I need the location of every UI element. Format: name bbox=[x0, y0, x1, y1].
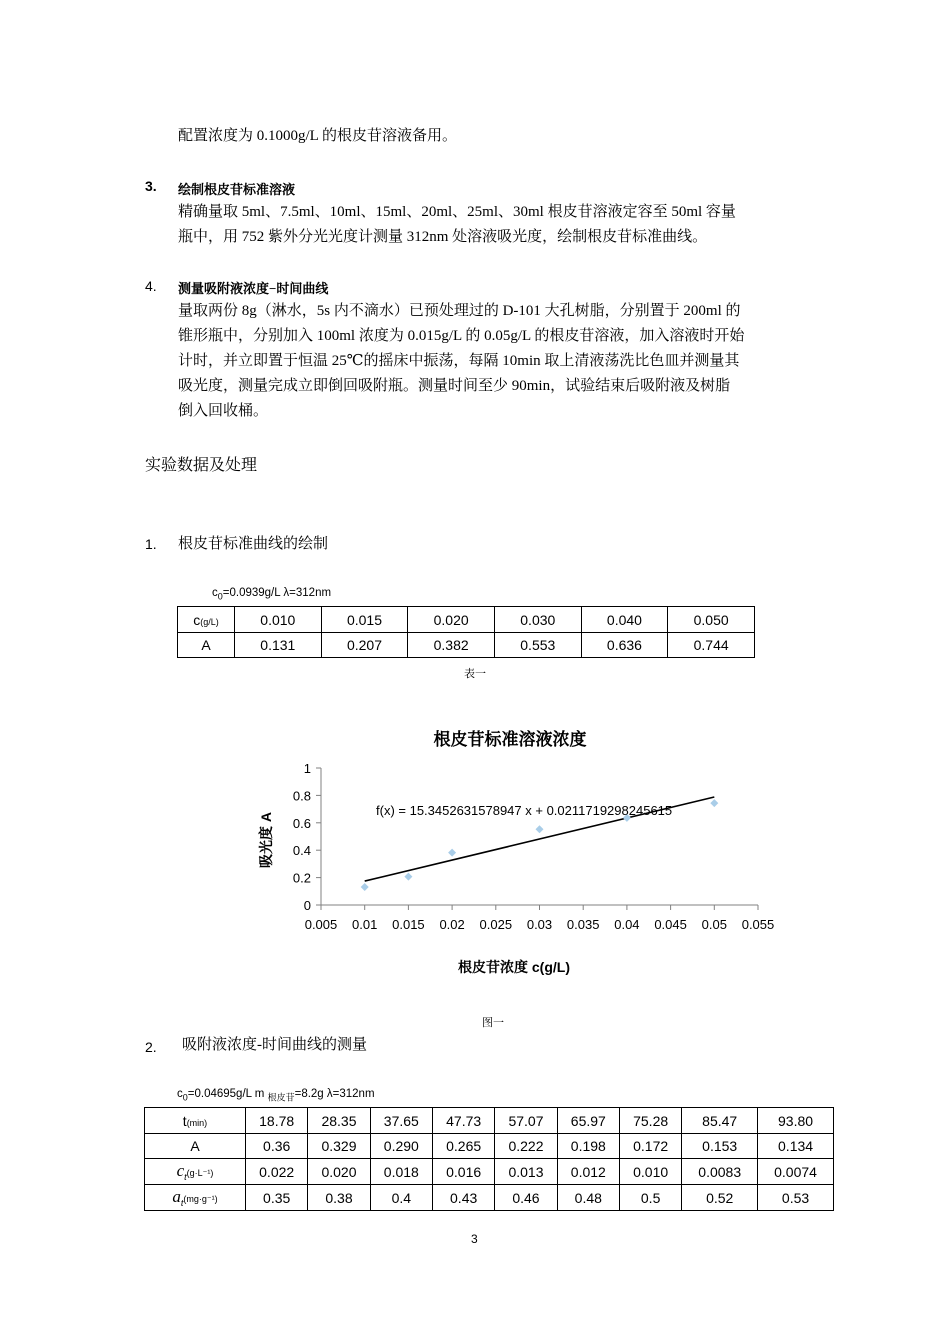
x-tick-label: 0.045 bbox=[654, 917, 687, 932]
y-tick-label: 0.2 bbox=[292, 870, 311, 886]
x-tick-label: 0.01 bbox=[352, 917, 378, 932]
table-cell: 0.36 bbox=[246, 1134, 308, 1159]
table-cell: 0.012 bbox=[557, 1159, 619, 1185]
table-cell: 0.329 bbox=[308, 1134, 370, 1159]
table-cell: 0.010 bbox=[619, 1159, 681, 1185]
table-cell: 0.0083 bbox=[682, 1159, 758, 1185]
table-cell: 0.53 bbox=[758, 1185, 834, 1211]
table1-caption: 表一 bbox=[464, 668, 486, 680]
item1-title: 根皮苷标准曲线的绘制 bbox=[178, 536, 329, 552]
table-cell: 93.80 bbox=[758, 1108, 834, 1134]
table-cell: 0.553 bbox=[494, 633, 581, 658]
y-tick-label: 0.4 bbox=[292, 843, 311, 859]
section4-number: 4. bbox=[145, 278, 157, 294]
y-tick-label: 0.8 bbox=[292, 788, 311, 804]
table-cell: 0.265 bbox=[432, 1134, 494, 1159]
table2-at-header: $a_t(mg\cdot g^{-1})$ bbox=[145, 1185, 246, 1211]
table-cell: 0.198 bbox=[557, 1134, 619, 1159]
item1-number: 1. bbox=[145, 536, 157, 552]
y-tick-label: 0 bbox=[303, 898, 311, 913]
data-point bbox=[404, 873, 412, 881]
data-point bbox=[710, 799, 718, 807]
table-cell: 47.73 bbox=[432, 1108, 494, 1134]
trendline-equation: f(x) = 15.3452631578947 x + 0.0211719298245615 bbox=[376, 803, 673, 818]
table-cell: 0.636 bbox=[581, 633, 668, 658]
chart-x-axis-label: 根皮苷浓度 c(g/L) bbox=[458, 959, 570, 975]
table-cell: 0.5 bbox=[619, 1185, 681, 1211]
data-point bbox=[448, 849, 456, 857]
table-cell: 28.35 bbox=[308, 1108, 370, 1134]
table-cell: 0.207 bbox=[321, 633, 408, 658]
table-cell: 0.134 bbox=[758, 1134, 834, 1159]
standard-curve-chart bbox=[240, 718, 800, 988]
chart-title: 根皮苷标准溶液浓度 bbox=[433, 730, 587, 749]
table-cell: 0.382 bbox=[408, 633, 495, 658]
table2-conditions: $c_0=0.04695g/L$ m $_{根皮苷}$=8.2g λ=312nm bbox=[177, 1088, 375, 1103]
section4-line-4: 吸光度，测量完成立即倒回吸附瓶。测量时间至少 90min，试验结束后吸附液及树脂 bbox=[178, 378, 731, 394]
table1-a-header: A bbox=[178, 633, 235, 658]
table2-ct-header: $c_t(g\cdot L^{-1})$ bbox=[145, 1159, 246, 1185]
table-cell: 0.020 bbox=[408, 607, 495, 633]
table-cell: 0.030 bbox=[494, 607, 581, 633]
x-tick-label: 0.05 bbox=[701, 917, 727, 932]
table-cell: 0.131 bbox=[235, 633, 322, 658]
table-cell: 0.52 bbox=[682, 1185, 758, 1211]
table-cell: 0.4 bbox=[370, 1185, 432, 1211]
x-tick-label: 0.055 bbox=[741, 917, 775, 932]
section3-title: 绘制根皮苷标准溶液 bbox=[178, 182, 296, 197]
table-cell: 0.013 bbox=[495, 1159, 557, 1185]
table-cell: 0.0074 bbox=[758, 1159, 834, 1185]
table-cell: 0.040 bbox=[581, 607, 668, 633]
section3-number: 3. bbox=[145, 178, 157, 194]
table-cell: 0.744 bbox=[668, 633, 755, 658]
y-tick-label: 1 bbox=[303, 761, 311, 776]
item2-number: 2. bbox=[145, 1039, 157, 1055]
table-cell: 0.38 bbox=[308, 1185, 370, 1211]
table-cell: 0.222 bbox=[495, 1134, 557, 1159]
data-point bbox=[361, 883, 369, 891]
table-cell: 0.43 bbox=[432, 1185, 494, 1211]
x-tick-label: 0.02 bbox=[439, 917, 465, 932]
table-cell: 18.78 bbox=[246, 1108, 308, 1134]
table1-conditions: $c_0=0.0939g/L$ λ=312nm bbox=[212, 587, 332, 602]
section3-line-2: 瓶中，用 752 紫外分光光度计测量 312nm 处溶液吸光度，绘制根皮苷标准曲线。 bbox=[178, 229, 708, 245]
section4-line-1: 量取两份 8g（淋水，5s 内不滴水）已预处理过的 D-101 大孔树脂，分别置于 200ml 的 bbox=[178, 303, 741, 319]
table-cell: 0.022 bbox=[246, 1159, 308, 1185]
x-tick-label: 0.015 bbox=[392, 917, 425, 932]
section4-line-2: 锥形瓶中，分别加入 100ml 浓度为 0.015g/L 的 0.05g/L 的根皮苷溶液，加入溶液时开始 bbox=[178, 328, 745, 344]
intro-text: 配置浓度为 0.1000g/L 的根皮苷溶液备用。 bbox=[178, 128, 458, 144]
table-cell: 57.07 bbox=[495, 1108, 557, 1134]
table-cell: 85.47 bbox=[682, 1108, 758, 1134]
x-tick-label: 0.005 bbox=[304, 917, 338, 932]
chart-y-axis-label: 吸光度 A bbox=[258, 812, 274, 868]
table-cell: 65.97 bbox=[557, 1108, 619, 1134]
table-cell: 0.290 bbox=[370, 1134, 432, 1159]
table-cell: 0.35 bbox=[246, 1185, 308, 1211]
table-cell: 0.018 bbox=[370, 1159, 432, 1185]
x-tick-label: 0.035 bbox=[566, 917, 600, 932]
table2-a-header: A bbox=[145, 1134, 246, 1159]
table-cell: 0.050 bbox=[668, 607, 755, 633]
table-cell: 37.65 bbox=[370, 1108, 432, 1134]
section4-title: 测量吸附液浓度−时间曲线 bbox=[178, 281, 329, 296]
data-heading: 实验数据及处理 bbox=[145, 457, 258, 474]
table1-c-header: c(g/L) bbox=[178, 607, 235, 633]
section4-line-3: 计时，并立即置于恒温 25℃的摇床中振荡，每隔 10min 取上清液荡洗比色皿并测量其 bbox=[178, 353, 740, 369]
data-point bbox=[536, 825, 544, 833]
item2-title: 吸附液浓度-时间曲线的测量 bbox=[182, 1037, 367, 1053]
table-cell: 0.010 bbox=[235, 607, 322, 633]
table-cell: 0.016 bbox=[432, 1159, 494, 1185]
x-tick-label: 0.04 bbox=[614, 917, 640, 932]
chart-caption: 图一 bbox=[482, 1017, 504, 1029]
x-tick-label: 0.025 bbox=[479, 917, 513, 932]
table-cell: 0.46 bbox=[495, 1185, 557, 1211]
table-cell: 0.172 bbox=[619, 1134, 681, 1159]
table-cell: 0.153 bbox=[682, 1134, 758, 1159]
table-cell: 75.28 bbox=[619, 1108, 681, 1134]
section4-line-5: 倒入回收桶。 bbox=[178, 403, 269, 419]
adsorption-table bbox=[144, 1107, 834, 1211]
table-cell: 0.020 bbox=[308, 1159, 370, 1185]
x-tick-label: 0.03 bbox=[526, 917, 553, 932]
table2-t-header: t(min) bbox=[145, 1108, 246, 1134]
section3-line-1: 精确量取 5ml、7.5ml、10ml、15ml、20ml、25ml、30ml 根皮苷溶液定容至 50ml 容量 bbox=[178, 204, 736, 220]
y-tick-label: 0.6 bbox=[292, 815, 311, 831]
table-cell: 0.48 bbox=[557, 1185, 619, 1211]
page-number: 3 bbox=[471, 1232, 478, 1246]
standard-curve-table bbox=[177, 606, 755, 658]
table-cell: 0.015 bbox=[321, 607, 408, 633]
